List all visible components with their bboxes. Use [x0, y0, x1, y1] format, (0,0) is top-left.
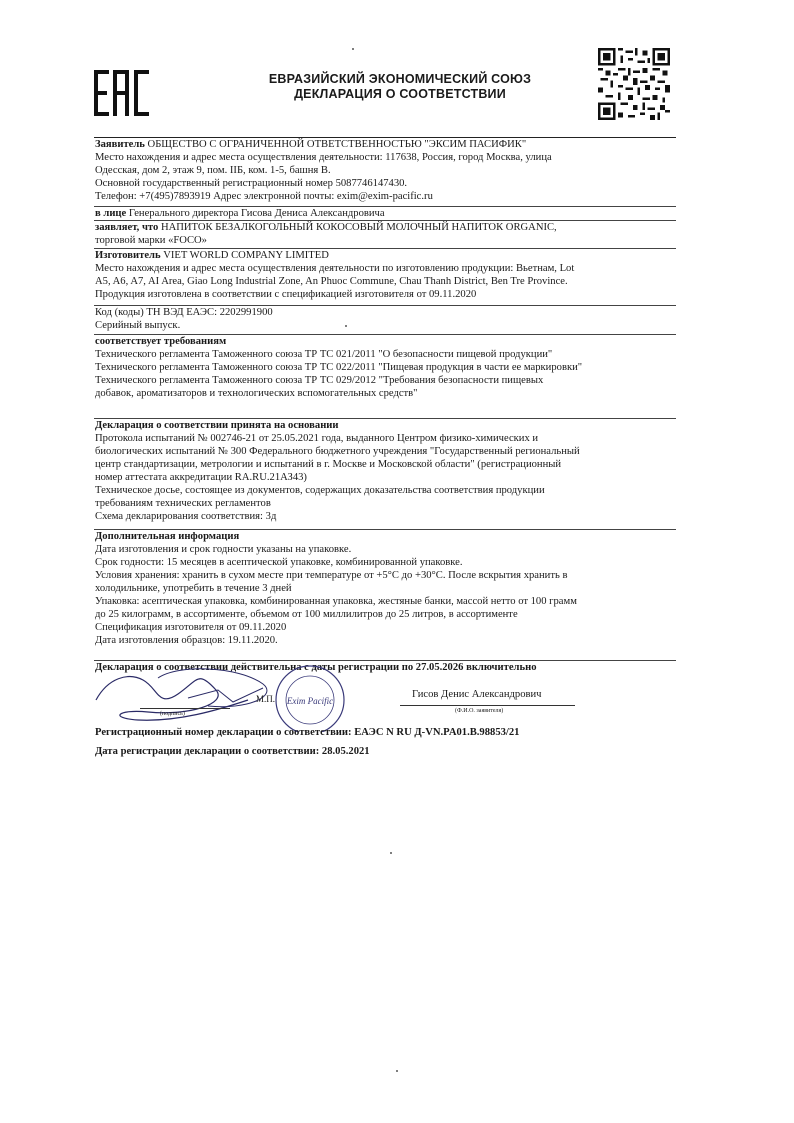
scan-speck — [396, 1070, 398, 1072]
scan-speck — [345, 325, 347, 327]
manufacturer-address-1: Место нахождения и адрес места осуществления деятельности по изготовлению продукции: Вьетнам, Lot — [95, 263, 575, 274]
requirement-3: Технического регламента Таможенного союза ТР ТС 029/2012 "Требования безопасности пищевых — [95, 375, 544, 386]
manufacturer-block — [95, 249, 675, 301]
representative-label: в лице — [95, 208, 127, 219]
applicant-ogrn: Основной государственный регистрационный номер 5087746147430. — [95, 178, 408, 189]
applicant-address-1: Место нахождения и адрес места осуществления деятельности: 117638, Россия, город Москва, улица — [95, 152, 552, 163]
requirements-block — [95, 335, 675, 400]
scan-speck — [352, 48, 354, 50]
requirement-4: добавок, ароматизаторов и технологических вспомогательных средств" — [95, 388, 418, 399]
document-title: ДЕКЛАРАЦИЯ О СООТВЕТСТВИИ — [294, 87, 506, 101]
scan-speck — [390, 852, 392, 854]
signer-name-line — [400, 705, 575, 706]
basis-label: Декларация о соответствии принята на основании — [95, 420, 339, 431]
representative-block — [95, 207, 675, 220]
representative-text: Генерального директора Гисова Дениса Александровича — [126, 208, 385, 219]
additional-label: Дополнительная информация — [95, 531, 240, 542]
applicant-address-2: Одесская, дом 2, этаж 9, пом. IIБ, ком. 1-5, башня В. — [95, 165, 331, 176]
basis-line-5: Техническое досье, состоящее из документов, содержащих доказательства соответствия продукции — [95, 485, 545, 496]
signature-caption: (подпись) — [160, 711, 185, 717]
validity-statement: Декларация о соответствии действительна с даты регистрации по 27.05.2026 включительно — [95, 662, 537, 673]
header-titles — [200, 72, 600, 102]
applicant-contacts: Телефон: +7(495)7893919 Адрес электронной почты: exim@exim-pacific.ru — [95, 191, 433, 202]
tn-ved-code: Код (коды) ТН ВЭД ЕАЭС: 2202991900 — [95, 307, 273, 318]
basis-line-1: Протокола испытаний № 002746-21 от 25.05.2021 года, выданного Центром физико-химических и — [95, 433, 539, 444]
mp-label: М.П. — [256, 694, 276, 704]
additional-line-6: до 25 килограмм, в ассортименте, объемом от 100 миллилитров до 25 литров, в ассортименте — [95, 609, 518, 620]
applicant-block — [95, 138, 675, 203]
signer-name: Гисов Денис Александрович — [412, 689, 542, 700]
basis-line-4: номер аттестата аккредитации RA.RU.21АЗ43) — [95, 472, 307, 483]
union-title: ЕВРАЗИЙСКИЙ ЭКОНОМИЧЕСКИЙ СОЮЗ — [268, 72, 532, 86]
manufacturer-name: VIET WORLD COMPANY LIMITED — [160, 250, 329, 261]
signature-line — [140, 708, 230, 709]
basis-line-2: биологических испытаний № 300 Федерального бюджетного учреждения "Государственный региональный — [95, 446, 580, 457]
manufacturer-address-2: A5, A6, A7, AI Area, Giao Long Industrial Zone, An Phuoc Commune, Chau Thanh District, Ben Tre Province. — [95, 276, 568, 287]
additional-line-1: Дата изготовления и срок годности указаны на упаковке. — [95, 544, 352, 555]
eac-logo-icon — [92, 68, 152, 118]
basis-line-6: требованиям технических регламентов — [95, 498, 271, 509]
codes-block — [95, 306, 675, 332]
signer-caption: (Ф.И.О. заявителя) — [455, 708, 504, 714]
product-trademark: торговой марки «FOCO» — [95, 235, 207, 246]
declares-label: заявляет, что — [95, 222, 159, 233]
requirement-2: Технического регламента Таможенного союза ТР ТС 022/2011 "Пищевая продукция в части ее маркировки" — [95, 362, 583, 373]
basis-block — [95, 419, 675, 523]
additional-line-4: холодильнике, употребить в течение 3 дней — [95, 583, 292, 594]
product-name: НАПИТОК БЕЗАЛКОГОЛЬНЫЙ КОКОСОВЫЙ МОЛОЧНЫЙ НАПИТОК ORGANIC, — [158, 222, 557, 233]
additional-line-7: Спецификация изготовителя от 09.11.2020 — [95, 622, 287, 633]
manufacturer-label: Изготовитель — [95, 250, 161, 261]
registration-date: Дата регистрации декларации о соответствии: 28.05.2021 — [95, 746, 370, 757]
additional-line-3: Условия хранения: хранить в сухом месте при температуре от +5°С до +30°С. После вскрытия хранить в — [95, 570, 568, 581]
registration-number: Регистрационный номер декларации о соответствии: ЕАЭС N RU Д-VN.PA01.B.98853/21 — [95, 727, 520, 738]
additional-block — [95, 530, 675, 647]
applicant-label: Заявитель — [95, 139, 145, 150]
manufacturer-spec: Продукция изготовлена в соответствии с спецификацией изготовителя от 09.11.2020 — [95, 289, 477, 300]
serial-release: Серийный выпуск. — [95, 320, 181, 331]
product-block — [95, 221, 675, 247]
requirements-label: соответствует требованиям — [95, 336, 227, 347]
additional-line-2: Срок годности: 15 месяцев в асептической упаковке, комбинированной упаковке. — [95, 557, 463, 568]
basis-line-7: Схема декларирования соответствия: 3д — [95, 511, 277, 522]
qr-code-icon — [598, 46, 670, 122]
applicant-name: ОБЩЕСТВО С ОГРАНИЧЕННОЙ ОТВЕТСТВЕННОСТЬЮ "ЭКСИМ ПАСИФИК" — [144, 139, 527, 150]
basis-line-3: центр стандартизации, метрологии и испытаний в г. Москве и Московской области" (регистрационный — [95, 459, 562, 470]
stamp-text: Exim Pacific — [286, 696, 334, 706]
additional-line-8: Дата изготовления образцов: 19.11.2020. — [95, 635, 278, 646]
additional-line-5: Упаковка: асептическая упаковка, комбинированная упаковка, жестяные банки, массой нетто от 100 грамм — [95, 596, 577, 607]
requirement-1: Технического регламента Таможенного союза ТР ТС 021/2011 "О безопасности пищевой продукции" — [95, 349, 553, 360]
